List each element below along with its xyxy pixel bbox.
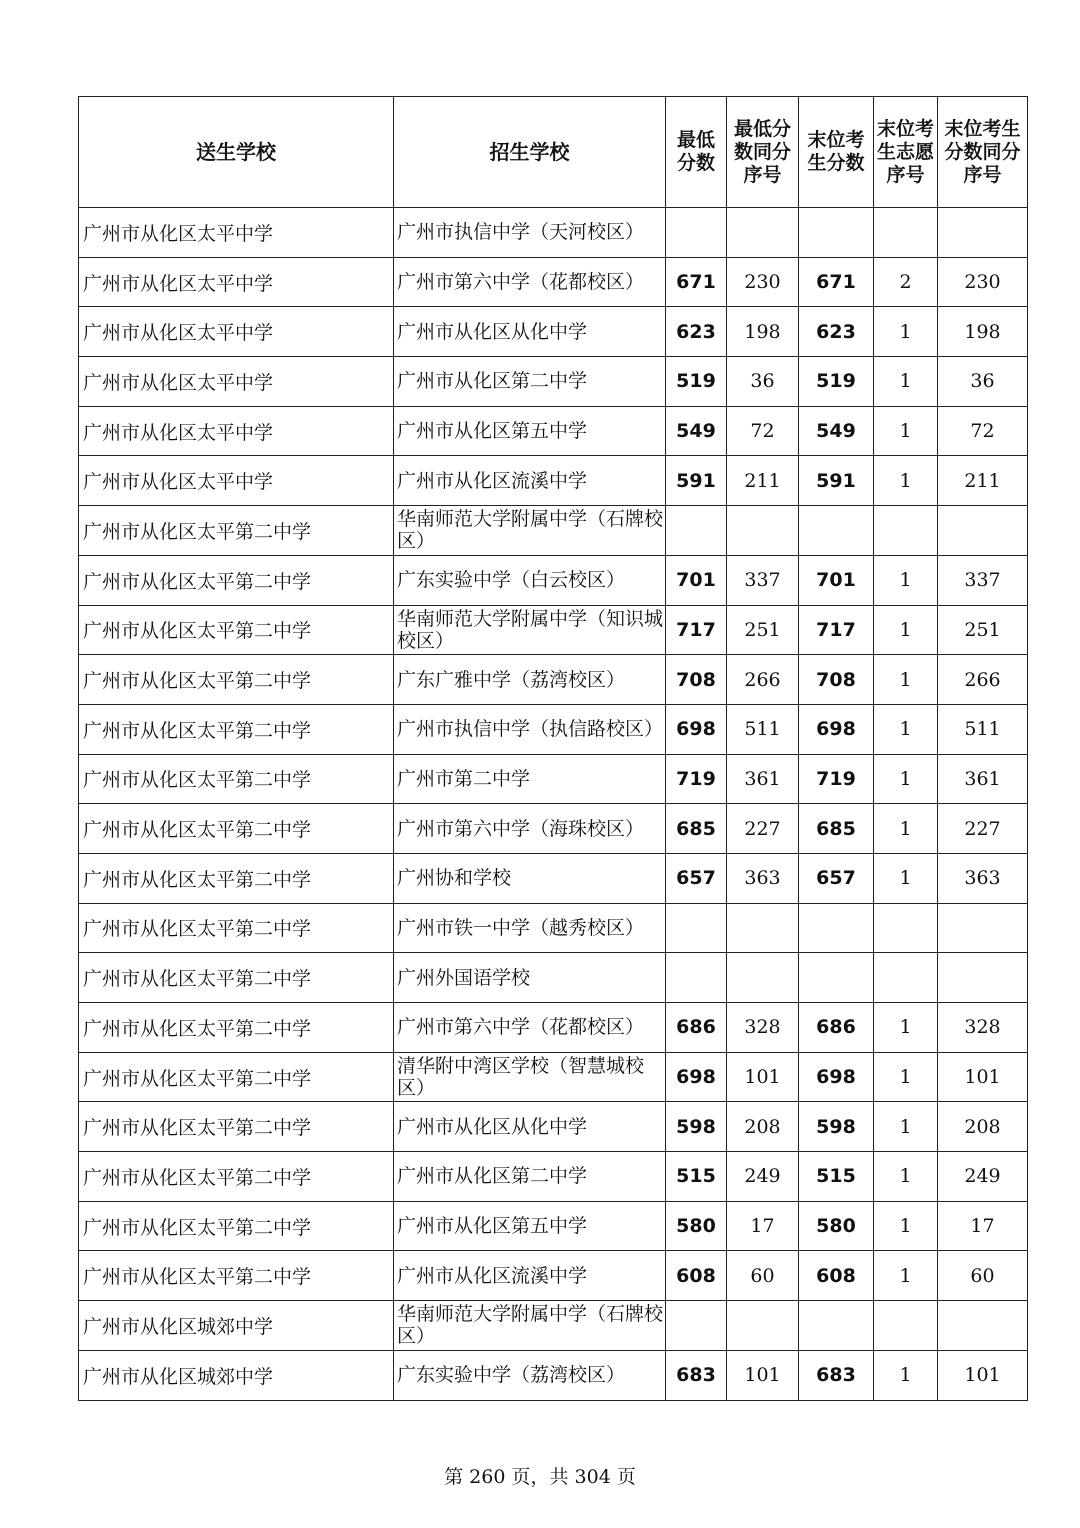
cell-min-score: 686 (666, 1003, 727, 1053)
cell-last-score: 591 (799, 456, 874, 506)
table-row (79, 208, 1028, 258)
cell-min-score (666, 506, 727, 556)
header-min-score: 最低分数 (666, 97, 727, 208)
cell-last-wish: 1 (874, 1052, 938, 1102)
cell-last-score (799, 208, 874, 258)
cell-min-score: 708 (666, 655, 727, 705)
cell-min-same-rank: 230 (727, 257, 799, 307)
cell-last-score (799, 506, 874, 556)
cell-last-score (799, 953, 874, 1003)
cell-recv-school: 广州市从化区第二中学 (394, 357, 666, 407)
cell-last-score: 515 (799, 1152, 874, 1202)
table-body (79, 208, 1028, 1401)
cell-min-score: 671 (666, 257, 727, 307)
cell-send-school: 广州市从化区太平第二中学 (79, 1152, 394, 1202)
table-row (79, 903, 1028, 953)
cell-min-score: 580 (666, 1201, 727, 1251)
table-row (79, 456, 1028, 506)
cell-recv-school: 广州市从化区流溪中学 (394, 456, 666, 506)
cell-last-same-rank: 208 (938, 1102, 1028, 1152)
cell-last-wish: 2 (874, 257, 938, 307)
cell-min-same-rank: 198 (727, 307, 799, 357)
cell-recv-school: 广东实验中学（白云校区） (394, 555, 666, 605)
cell-send-school: 广州市从化区城郊中学 (79, 1350, 394, 1400)
table-row (79, 1003, 1028, 1053)
cell-send-school: 广州市从化区太平第二中学 (79, 655, 394, 705)
cell-min-score: 698 (666, 704, 727, 754)
cell-send-school: 广州市从化区太平中学 (79, 307, 394, 357)
cell-min-score: 717 (666, 605, 727, 655)
cell-last-same-rank: 17 (938, 1201, 1028, 1251)
table-row (79, 406, 1028, 456)
cell-last-same-rank: 249 (938, 1152, 1028, 1202)
table-row (79, 1350, 1028, 1400)
cell-min-same-rank: 249 (727, 1152, 799, 1202)
cell-last-score: 708 (799, 655, 874, 705)
cell-last-score: 671 (799, 257, 874, 307)
cell-last-wish (874, 1301, 938, 1351)
cell-send-school: 广州市从化区太平中学 (79, 406, 394, 456)
cell-send-school: 广州市从化区太平第二中学 (79, 605, 394, 655)
cell-last-score: 683 (799, 1350, 874, 1400)
cell-min-score (666, 208, 727, 258)
page-number-footer: 第 260 页，共 304 页 (444, 1466, 636, 1488)
cell-last-wish: 1 (874, 357, 938, 407)
cell-recv-school: 广东广雅中学（荔湾校区） (394, 655, 666, 705)
cell-min-same-rank: 17 (727, 1201, 799, 1251)
cell-send-school: 广州市从化区太平第二中学 (79, 953, 394, 1003)
table-row (79, 555, 1028, 605)
cell-min-score: 719 (666, 754, 727, 804)
cell-last-score: 717 (799, 605, 874, 655)
cell-last-same-rank (938, 208, 1028, 258)
cell-min-same-rank (727, 903, 799, 953)
cell-min-score: 598 (666, 1102, 727, 1152)
cell-min-same-rank: 266 (727, 655, 799, 705)
cell-last-wish (874, 953, 938, 1003)
cell-last-score: 623 (799, 307, 874, 357)
cell-last-same-rank: 328 (938, 1003, 1028, 1053)
cell-last-wish (874, 903, 938, 953)
table-row (79, 655, 1028, 705)
cell-min-score: 623 (666, 307, 727, 357)
table-row (79, 853, 1028, 903)
cell-last-wish: 1 (874, 1251, 938, 1301)
cell-send-school: 广州市从化区太平第二中学 (79, 1201, 394, 1251)
cell-last-same-rank: 361 (938, 754, 1028, 804)
header-send-school: 送生学校 (79, 97, 394, 208)
table-row (79, 953, 1028, 1003)
cell-min-same-rank (727, 506, 799, 556)
cell-last-wish (874, 208, 938, 258)
cell-last-same-rank: 511 (938, 704, 1028, 754)
cell-last-wish: 1 (874, 1201, 938, 1251)
cell-min-score: 549 (666, 406, 727, 456)
cell-recv-school: 广东实验中学（荔湾校区） (394, 1350, 666, 1400)
cell-last-score (799, 903, 874, 953)
cell-last-wish: 1 (874, 1003, 938, 1053)
cell-min-same-rank: 101 (727, 1350, 799, 1400)
cell-last-wish: 1 (874, 804, 938, 854)
cell-send-school: 广州市从化区太平第二中学 (79, 704, 394, 754)
cell-recv-school: 广州外国语学校 (394, 953, 666, 1003)
cell-min-same-rank: 101 (727, 1052, 799, 1102)
table-row (79, 1052, 1028, 1102)
cell-send-school: 广州市从化区太平中学 (79, 257, 394, 307)
header-last-same-rank: 末位考生分数同分序号 (938, 97, 1028, 208)
cell-min-same-rank: 227 (727, 804, 799, 854)
cell-min-same-rank: 337 (727, 555, 799, 605)
cell-min-score: 515 (666, 1152, 727, 1202)
cell-send-school: 广州市从化区太平第二中学 (79, 1251, 394, 1301)
cell-last-score: 549 (799, 406, 874, 456)
cell-send-school: 广州市从化区太平第二中学 (79, 903, 394, 953)
cell-recv-school: 广州市从化区第五中学 (394, 406, 666, 456)
cell-last-wish: 1 (874, 307, 938, 357)
cell-last-score: 685 (799, 804, 874, 854)
cell-last-same-rank: 198 (938, 307, 1028, 357)
table-row (79, 1201, 1028, 1251)
cell-last-score: 519 (799, 357, 874, 407)
cell-min-score: 519 (666, 357, 727, 407)
cell-last-same-rank: 36 (938, 357, 1028, 407)
cell-recv-school: 广州市从化区流溪中学 (394, 1251, 666, 1301)
cell-recv-school: 广州市铁一中学（越秀校区） (394, 903, 666, 953)
table-row (79, 704, 1028, 754)
cell-recv-school: 广州市从化区从化中学 (394, 307, 666, 357)
cell-send-school: 广州市从化区太平第二中学 (79, 804, 394, 854)
cell-min-same-rank: 361 (727, 754, 799, 804)
cell-min-score (666, 953, 727, 1003)
cell-last-score (799, 1301, 874, 1351)
cell-min-score (666, 1301, 727, 1351)
table-row (79, 506, 1028, 556)
cell-last-score: 719 (799, 754, 874, 804)
cell-last-same-rank: 227 (938, 804, 1028, 854)
cell-send-school: 广州市从化区太平第二中学 (79, 754, 394, 804)
cell-last-wish: 1 (874, 605, 938, 655)
cell-send-school: 广州市从化区太平第二中学 (79, 1052, 394, 1102)
table-row (79, 357, 1028, 407)
cell-last-wish: 1 (874, 754, 938, 804)
header-last-score: 末位考生分数 (799, 97, 874, 208)
cell-last-score: 608 (799, 1251, 874, 1301)
cell-min-same-rank: 211 (727, 456, 799, 506)
table-row (79, 754, 1028, 804)
cell-last-wish: 1 (874, 704, 938, 754)
cell-last-same-rank: 266 (938, 655, 1028, 705)
cell-min-same-rank: 363 (727, 853, 799, 903)
cell-last-same-rank: 72 (938, 406, 1028, 456)
cell-min-same-rank: 72 (727, 406, 799, 456)
cell-last-wish: 1 (874, 655, 938, 705)
cell-last-wish (874, 506, 938, 556)
cell-last-wish: 1 (874, 1152, 938, 1202)
cell-min-score (666, 903, 727, 953)
cell-recv-school: 华南师范大学附属中学（石牌校区） (394, 506, 666, 556)
cell-min-score: 685 (666, 804, 727, 854)
cell-min-same-rank: 208 (727, 1102, 799, 1152)
cell-last-wish: 1 (874, 456, 938, 506)
cell-send-school: 广州市从化区太平第二中学 (79, 1102, 394, 1152)
header-min-same-rank: 最低分数同分序号 (727, 97, 799, 208)
cell-last-same-rank (938, 903, 1028, 953)
cell-last-wish: 1 (874, 1102, 938, 1152)
cell-last-score: 686 (799, 1003, 874, 1053)
cell-min-same-rank: 36 (727, 357, 799, 407)
table-row (79, 257, 1028, 307)
cell-last-same-rank (938, 1301, 1028, 1351)
cell-last-score: 701 (799, 555, 874, 605)
table-row (79, 605, 1028, 655)
header-last-wish: 末位考生志愿序号 (874, 97, 938, 208)
admission-table (78, 96, 1028, 1401)
cell-last-same-rank: 337 (938, 555, 1028, 605)
cell-last-same-rank (938, 953, 1028, 1003)
cell-recv-school: 广州市从化区从化中学 (394, 1102, 666, 1152)
cell-send-school: 广州市从化区太平中学 (79, 357, 394, 407)
cell-last-same-rank: 363 (938, 853, 1028, 903)
table-header-row (79, 97, 1028, 208)
cell-min-score: 608 (666, 1251, 727, 1301)
table-row (79, 1152, 1028, 1202)
cell-min-score: 698 (666, 1052, 727, 1102)
cell-last-wish: 1 (874, 406, 938, 456)
cell-last-same-rank: 101 (938, 1052, 1028, 1102)
table-row (79, 1102, 1028, 1152)
table-row (79, 307, 1028, 357)
cell-last-same-rank: 101 (938, 1350, 1028, 1400)
cell-send-school: 广州市从化区太平第二中学 (79, 1003, 394, 1053)
cell-last-score: 698 (799, 1052, 874, 1102)
cell-min-same-rank: 328 (727, 1003, 799, 1053)
cell-min-score: 591 (666, 456, 727, 506)
cell-last-same-rank: 251 (938, 605, 1028, 655)
admission-table-container (78, 96, 1027, 1401)
cell-min-same-rank (727, 208, 799, 258)
cell-last-wish: 1 (874, 1350, 938, 1400)
table-row (79, 1301, 1028, 1351)
cell-last-same-rank: 230 (938, 257, 1028, 307)
cell-last-same-rank: 60 (938, 1251, 1028, 1301)
cell-last-score: 580 (799, 1201, 874, 1251)
cell-recv-school: 广州市第二中学 (394, 754, 666, 804)
cell-recv-school: 广州协和学校 (394, 853, 666, 903)
table-row (79, 1251, 1028, 1301)
cell-last-score: 657 (799, 853, 874, 903)
cell-last-wish: 1 (874, 853, 938, 903)
cell-send-school: 广州市从化区城郊中学 (79, 1301, 394, 1351)
cell-min-score: 657 (666, 853, 727, 903)
cell-recv-school: 广州市从化区第二中学 (394, 1152, 666, 1202)
cell-recv-school: 广州市执信中学（执信路校区） (394, 704, 666, 754)
cell-min-score: 701 (666, 555, 727, 605)
cell-send-school: 广州市从化区太平第二中学 (79, 506, 394, 556)
cell-recv-school: 广州市第六中学（花都校区） (394, 1003, 666, 1053)
cell-min-same-rank (727, 1301, 799, 1351)
table-row (79, 804, 1028, 854)
cell-recv-school: 广州市执信中学（天河校区） (394, 208, 666, 258)
cell-send-school: 广州市从化区太平中学 (79, 456, 394, 506)
cell-recv-school: 广州市第六中学（花都校区） (394, 257, 666, 307)
cell-min-same-rank: 511 (727, 704, 799, 754)
cell-min-same-rank (727, 953, 799, 1003)
cell-min-same-rank: 251 (727, 605, 799, 655)
cell-last-same-rank (938, 506, 1028, 556)
cell-recv-school: 广州市从化区第五中学 (394, 1201, 666, 1251)
cell-last-same-rank: 211 (938, 456, 1028, 506)
cell-recv-school: 华南师范大学附属中学（知识城校区） (394, 605, 666, 655)
cell-send-school: 广州市从化区太平中学 (79, 208, 394, 258)
cell-last-score: 598 (799, 1102, 874, 1152)
cell-send-school: 广州市从化区太平第二中学 (79, 853, 394, 903)
header-recv-school: 招生学校 (394, 97, 666, 208)
cell-recv-school: 华南师范大学附属中学（石牌校区） (394, 1301, 666, 1351)
cell-last-score: 698 (799, 704, 874, 754)
cell-min-same-rank: 60 (727, 1251, 799, 1301)
cell-recv-school: 清华附中湾区学校（智慧城校区） (394, 1052, 666, 1102)
cell-send-school: 广州市从化区太平第二中学 (79, 555, 394, 605)
cell-last-wish: 1 (874, 555, 938, 605)
cell-recv-school: 广州市第六中学（海珠校区） (394, 804, 666, 854)
cell-min-score: 683 (666, 1350, 727, 1400)
